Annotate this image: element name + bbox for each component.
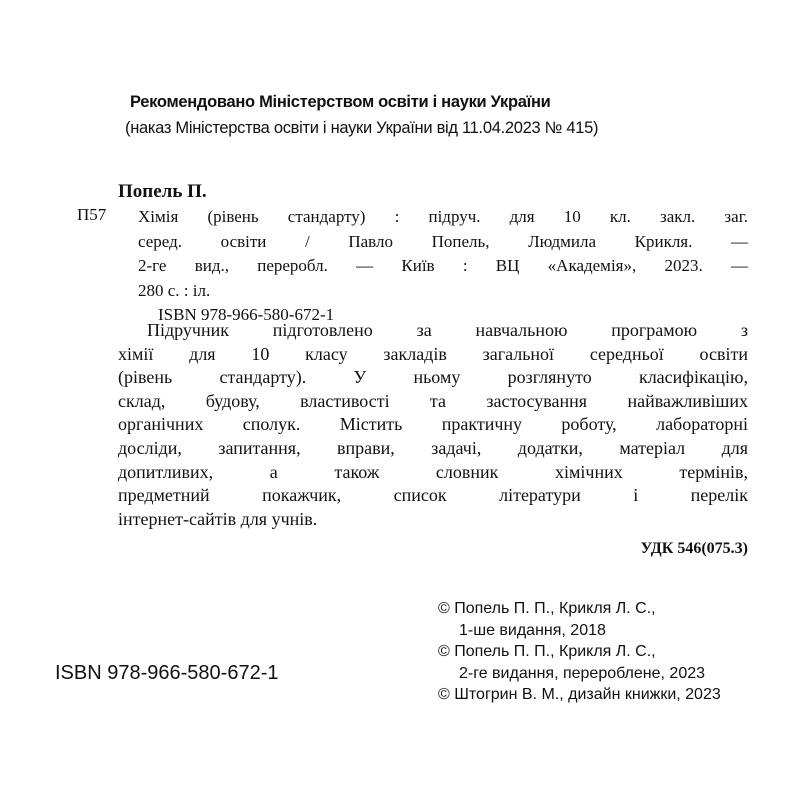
annotation-line: хімії для 10 класу закладів загальної середньої освіти bbox=[118, 343, 748, 364]
annotation-line: досліди, запитання, вправи, задачі, додатки, матеріал для bbox=[118, 437, 748, 458]
copyright-line: 1-ше видання, 2018 bbox=[459, 621, 606, 639]
bib-line: 2-ге вид., переробл. — Київ : ВЦ «Академія», 2023. — bbox=[138, 256, 748, 275]
annotation-line: допитливих, а також словник хімічних термінів, bbox=[118, 461, 748, 482]
annotation-line: (рівень стандарту). У ньому розглянуто класифікацію, bbox=[118, 367, 748, 388]
annotation bbox=[118, 319, 748, 531]
annotation-line: склад, будову, властивості та застосування найважливіших bbox=[118, 390, 748, 411]
copyright-line: © Попель П. П., Крикля Л. С., bbox=[438, 643, 656, 660]
copyright-line: 2-ге видання, перероблене, 2023 bbox=[459, 664, 706, 682]
isbn-large: ISBN 978-966-580-672-1 bbox=[55, 662, 279, 684]
udk-code: УДК 546(075.3) bbox=[640, 540, 748, 557]
annotation-line: Підручник підготовлено за навчальною програмою з bbox=[147, 320, 748, 340]
author-heading: Попель П. bbox=[118, 181, 207, 202]
copyright-block bbox=[438, 598, 721, 706]
annotation-line: інтернет-сайтів для учнів. bbox=[118, 508, 318, 529]
ministry-order-line: (наказ Міністерства освіти і науки України від 11.04.2023 № 415) bbox=[125, 119, 599, 137]
bib-isbn: ISBN 978-966-580-672-1 bbox=[158, 305, 335, 324]
recommendation-line: Рекомендовано Міністерством освіти і науки України bbox=[130, 93, 551, 111]
annotation-line: органічних сполук. Містить практичну роботу, лабораторні bbox=[118, 414, 748, 435]
copyright-line: © Попель П. П., Крикля Л. С., bbox=[438, 600, 656, 617]
bib-line: серед. освіти / Павло Попель, Людмила Крикля. — bbox=[138, 231, 748, 251]
classification-code: П57 bbox=[77, 205, 107, 224]
bib-line: Хімія (рівень стандарту) : підруч. для 10 кл. закл. заг. bbox=[138, 207, 748, 226]
annotation-line: предметний покажчик, список літератури і перелік bbox=[118, 485, 748, 506]
bib-line: 280 с. : іл. bbox=[138, 280, 211, 300]
copyright-line: © Штогрин В. М., дизайн книжки, 2023 bbox=[438, 686, 721, 703]
bibliographic-description bbox=[118, 205, 748, 328]
